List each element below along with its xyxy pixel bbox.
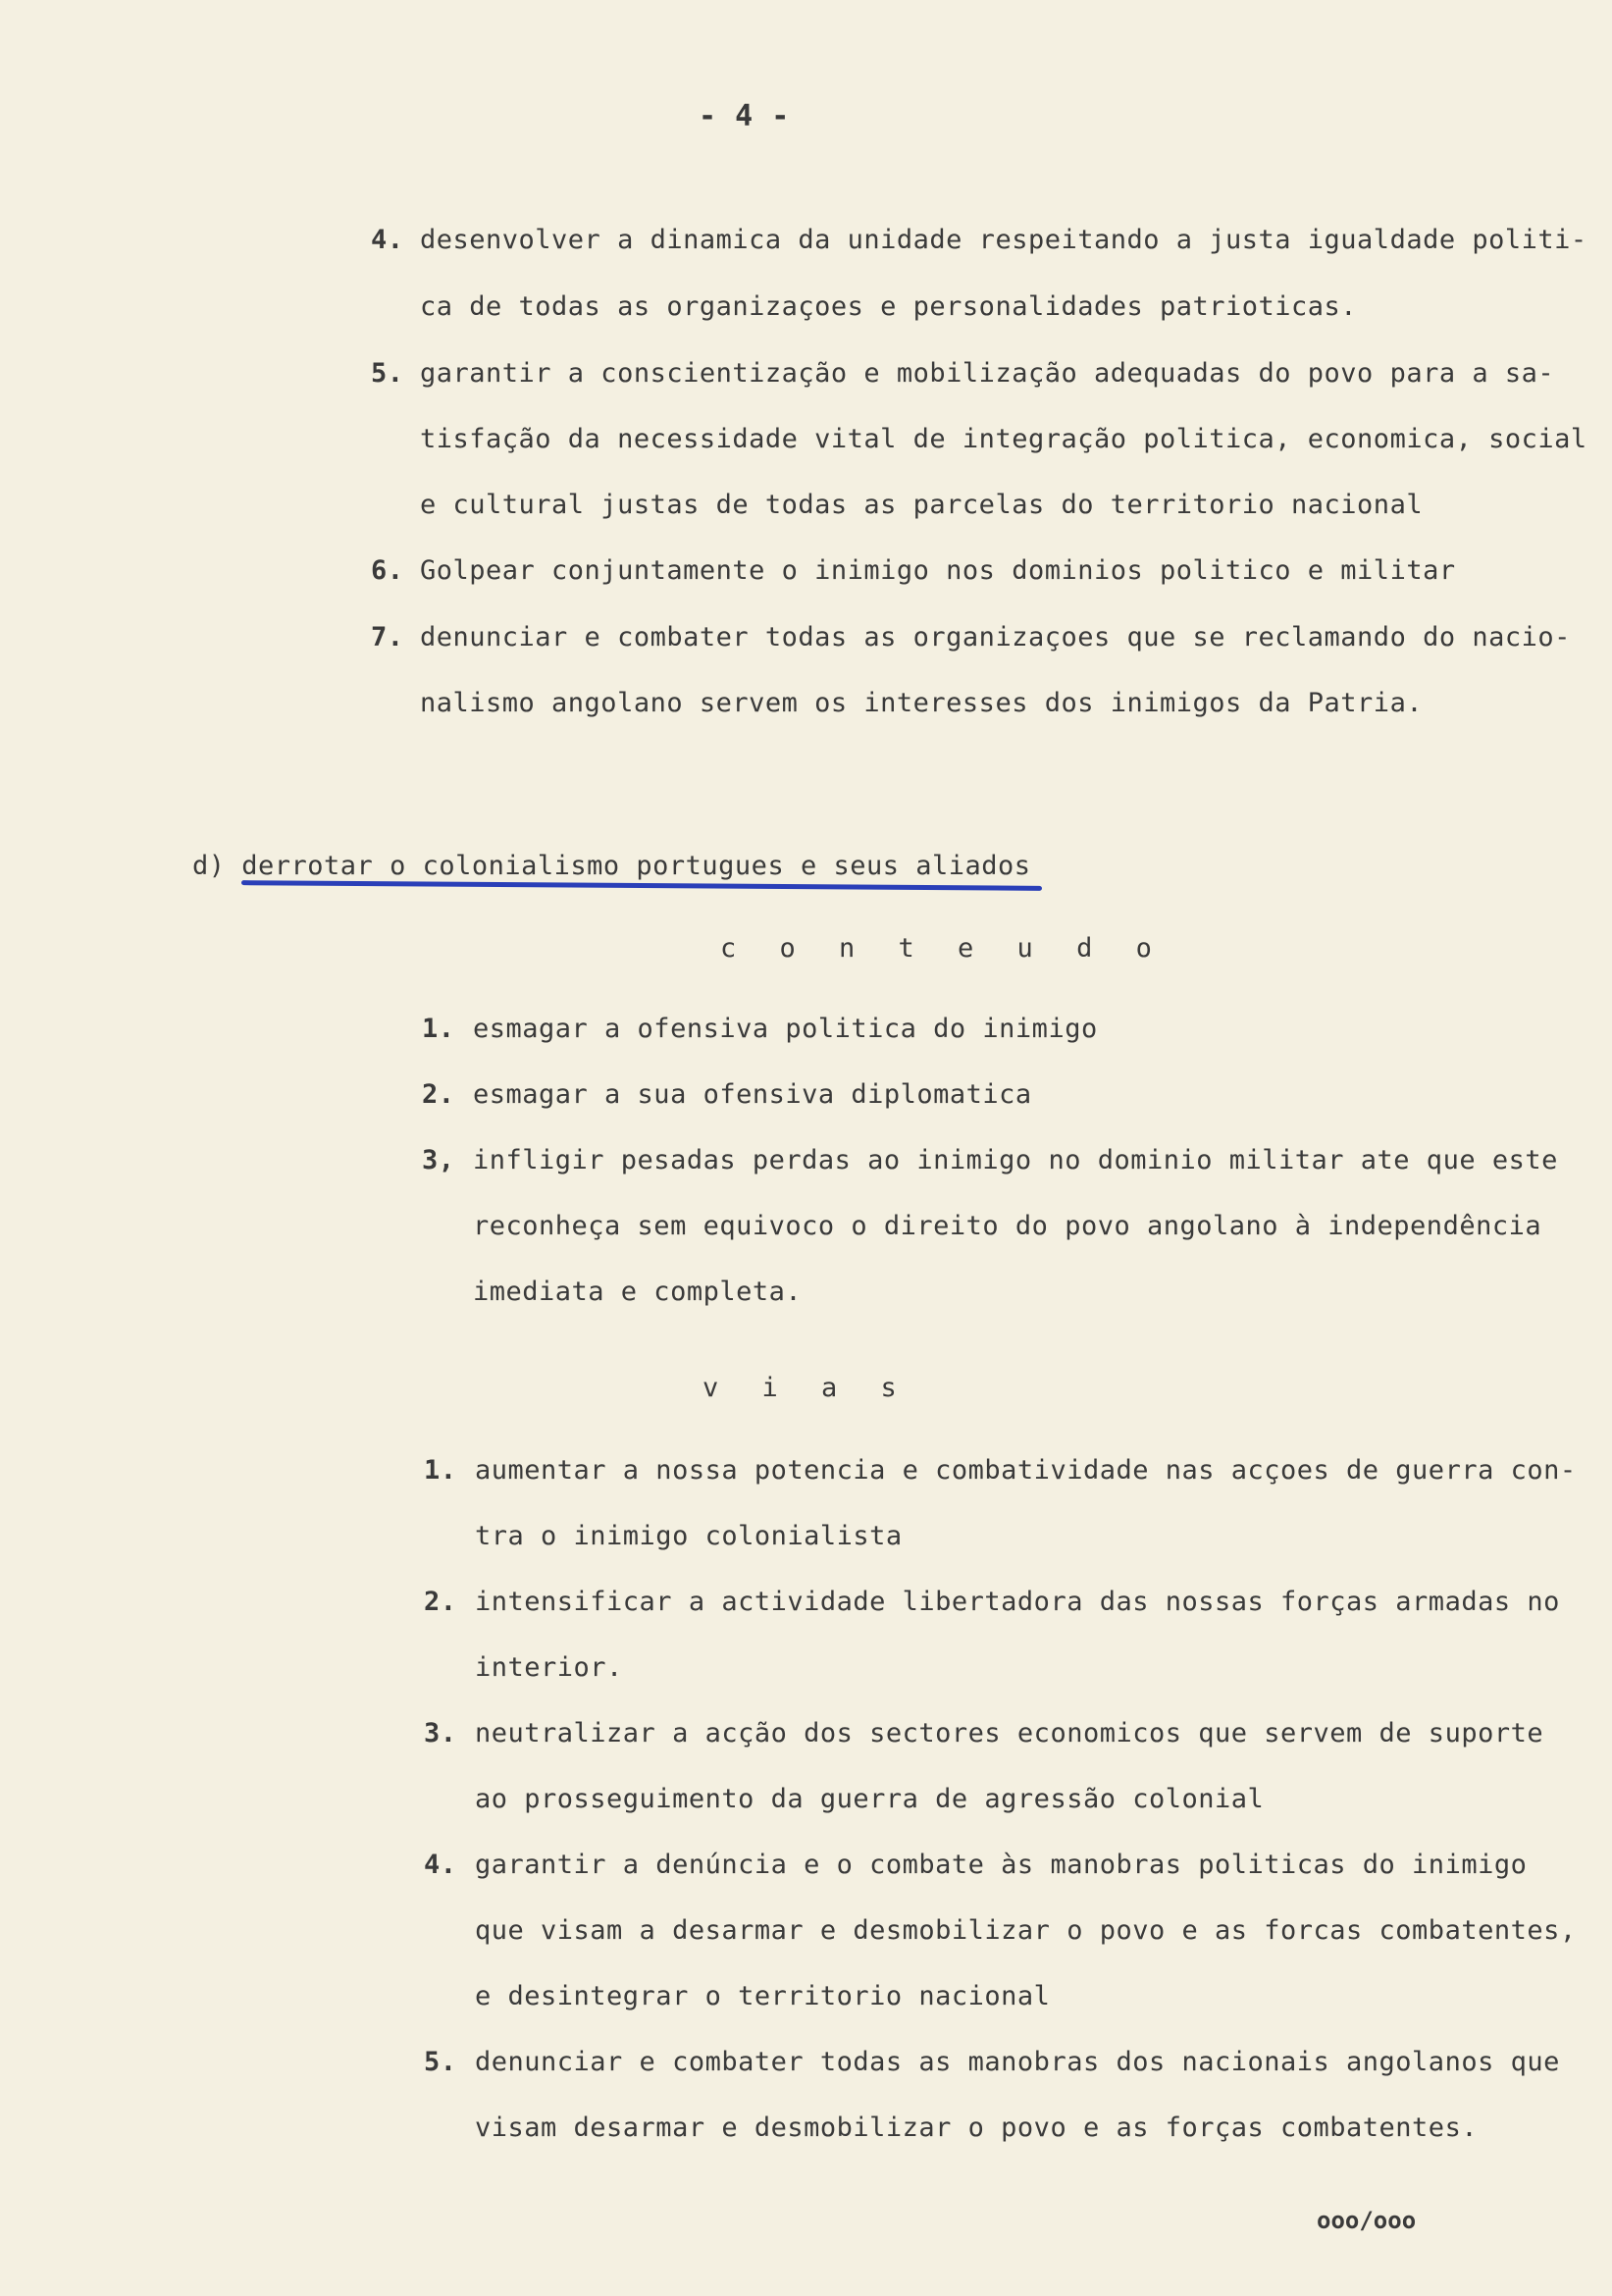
item-number: 3, <box>422 1145 455 1175</box>
item-text-line: denunciar e combater todas as organizaçoes que se reclamando do nacio- <box>420 622 1571 652</box>
item-number: 2. <box>422 1079 455 1110</box>
item-text-line: reconheça sem equivoco o direito do povo angolano à independência <box>473 1211 1542 1241</box>
item-text-line: nalismo angolano servem os interesses dos inimigos da Patria. <box>420 688 1424 718</box>
item-text-line: tisfação da necessidade vital de integração politica, economica, social <box>420 424 1587 454</box>
subsection-title-conteudo: c o n t e u d o <box>720 933 1166 964</box>
item-number: 5. <box>424 2047 457 2077</box>
item-text-line: denunciar e combater todas as manobras dos nacionais angolanos que <box>475 2047 1560 2077</box>
item-number: 5. <box>371 358 404 389</box>
item-text-line: que visam a desarmar e desmobilizar o povo e as forcas combatentes, <box>475 1915 1577 1946</box>
item-text-line: visam desarmar e desmobilizar o povo e as forças combatentes. <box>475 2113 1479 2143</box>
item-text-line: e cultural justas de todas as parcelas do territorio nacional <box>420 490 1424 520</box>
item-text-line: infligir pesadas perdas ao inimigo no dominio militar ate que este <box>473 1145 1558 1175</box>
item-text-line: ao prosseguimento da guerra de agressão colonial <box>475 1784 1265 1814</box>
section-heading: d) derrotar o colonialismo portugues e seus aliados <box>192 851 1031 881</box>
item-text-line: garantir a denúncia e o combate às manobras politicas do inimigo <box>475 1850 1528 1880</box>
item-text-line: e desintegrar o territorio nacional <box>475 1981 1051 2011</box>
item-number: 1. <box>422 1014 455 1044</box>
item-number: 2. <box>424 1587 457 1617</box>
item-text-line: tra o inimigo colonialista <box>475 1521 903 1551</box>
item-text-line: interior. <box>475 1652 623 1683</box>
item-text-line: aumentar a nossa potencia e combatividade nas acçoes de guerra con- <box>475 1455 1577 1486</box>
item-number: 1. <box>424 1455 457 1486</box>
item-text-line: intensificar a actividade libertadora das nossas forças armadas no <box>475 1587 1560 1617</box>
page-number: - 4 - <box>699 99 790 133</box>
item-number: 7. <box>371 622 404 652</box>
item-text-line: imediata e completa. <box>473 1277 803 1307</box>
item-text-line: desenvolver a dinamica da unidade respeitando a justa igualdade politi- <box>420 225 1587 255</box>
item-text-line: ca de todas as organizaçoes e personalidades patrioticas. <box>420 291 1358 322</box>
item-text-line: esmagar a ofensiva politica do inimigo <box>473 1014 1098 1044</box>
subsection-title-vias: v i a s <box>702 1373 910 1403</box>
item-number: 4. <box>424 1850 457 1880</box>
item-text-line: garantir a conscientização e mobilização adequadas do povo para a sa- <box>420 358 1555 389</box>
item-number: 3. <box>424 1718 457 1748</box>
item-text-line: Golpear conjuntamente o inimigo nos dominios politico e militar <box>420 555 1456 586</box>
continuation-mark: ooo/ooo <box>1317 2207 1417 2234</box>
item-text-line: neutralizar a acção dos sectores economicos que servem de suporte <box>475 1718 1544 1748</box>
item-number: 4. <box>371 225 404 255</box>
item-text-line: esmagar a sua ofensiva diplomatica <box>473 1079 1032 1110</box>
item-number: 6. <box>371 555 404 586</box>
